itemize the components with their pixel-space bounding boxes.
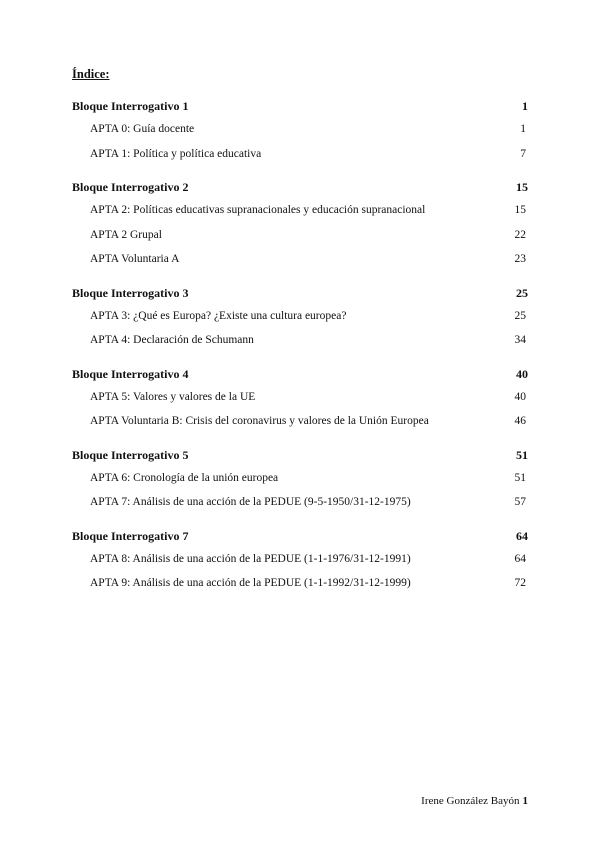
toc-entry-label: APTA 0: Guía docente: [90, 123, 195, 135]
toc-entry-label: APTA 4: Declaración de Schumann: [90, 334, 254, 346]
toc-heading: Índice:: [72, 67, 110, 81]
toc-block-title: Bloque Interrogativo 5: [72, 447, 189, 462]
toc-entry-label: APTA 7: Análisis de una acción de la PEDUE (9-5-1950/31-12-1975): [90, 496, 411, 508]
toc-block-title: Bloque Interrogativo 1: [72, 99, 189, 113]
toc-block-title: Bloque Interrogativo 4: [72, 366, 189, 381]
toc-block-row[interactable]: [72, 525, 528, 547]
toc-block: [72, 95, 528, 166]
toc-entry-row[interactable]: [72, 142, 528, 167]
toc-entry-page-number: 15: [514, 204, 526, 216]
toc-block-title: Bloque Interrogativo 2: [72, 180, 189, 194]
toc-block-row[interactable]: [72, 363, 528, 385]
toc-entry-page-number: 25: [514, 309, 526, 322]
toc-entry-row[interactable]: [72, 198, 528, 223]
toc-block-row[interactable]: [72, 282, 528, 304]
toc-block: [72, 282, 528, 353]
toc-entry-page-number: 40: [514, 390, 526, 403]
toc-block-title: Bloque Interrogativo 7: [72, 528, 189, 543]
toc-entry-page-number: 57: [514, 496, 526, 508]
toc-block-row[interactable]: [72, 95, 528, 117]
toc-entry-label: APTA 2 Grupal: [90, 228, 162, 241]
toc-block: [72, 525, 528, 596]
toc-entry-label: APTA 9: Análisis de una acción de la PEDUE (1-1-1992/31-12-1999): [90, 577, 411, 589]
toc-entry-page-number: 72: [514, 577, 526, 589]
toc-entry-label: APTA Voluntaria B: Crisis del coronavirus y valores de la Unión Europea: [90, 415, 429, 427]
toc-block-page-number: 1: [522, 99, 528, 113]
toc-block-title: Bloque Interrogativo 3: [72, 285, 189, 300]
toc-entry-row[interactable]: [72, 328, 528, 353]
toc-entry-page-number: 23: [514, 253, 526, 265]
toc-entry-page-number: 64: [514, 552, 526, 565]
toc-entry-row[interactable]: [72, 247, 528, 272]
toc-block-row[interactable]: [72, 176, 528, 198]
toc-entry-row[interactable]: [72, 547, 528, 572]
toc-block-page-number: 40: [516, 366, 528, 381]
toc-entry-label: APTA 3: ¿Qué es Europa? ¿Existe una cultura europea?: [90, 309, 347, 322]
toc-entry-label: APTA 1: Política y política educativa: [90, 147, 262, 160]
toc-entry-page-number: 34: [514, 334, 526, 346]
toc-entry-page-number: 1: [520, 123, 526, 135]
toc-entry-row[interactable]: [72, 304, 528, 329]
toc-entry-row[interactable]: [72, 385, 528, 410]
toc-entry-label: APTA 5: Valores y valores de la UE: [90, 390, 256, 403]
toc-entry-label: APTA 6: Cronología de la unión europea: [90, 471, 279, 484]
toc-block: [72, 176, 528, 272]
toc-entry-row[interactable]: [72, 466, 528, 491]
table-of-contents: [72, 95, 528, 606]
toc-block: [72, 444, 528, 515]
toc-entry-page-number: 51: [514, 471, 526, 484]
toc-block-page-number: 64: [516, 528, 528, 543]
toc-block-page-number: 25: [516, 285, 528, 300]
toc-entry-row[interactable]: [72, 409, 528, 434]
footer-author: Irene González Bayón: [421, 795, 520, 807]
toc-entry-label: APTA 2: Políticas educativas supranacionales y educación supranacional: [90, 204, 426, 216]
toc-entry-row[interactable]: [72, 571, 528, 596]
page-footer: [421, 795, 528, 807]
toc-block-page-number: 15: [516, 180, 528, 194]
toc-block-page-number: 51: [516, 447, 528, 462]
toc-entry-page-number: 7: [520, 147, 526, 160]
footer-page-number: 1: [522, 795, 528, 807]
toc-entry-label: APTA 8: Análisis de una acción de la PEDUE (1-1-1976/31-12-1991): [90, 552, 411, 565]
toc-entry-label: APTA Voluntaria A: [90, 253, 180, 265]
toc-block: [72, 363, 528, 434]
toc-entry-row[interactable]: [72, 223, 528, 248]
toc-block-row[interactable]: [72, 444, 528, 466]
toc-entry-page-number: 46: [514, 415, 526, 427]
toc-entry-row[interactable]: [72, 490, 528, 515]
toc-entry-page-number: 22: [514, 228, 526, 241]
toc-entry-row[interactable]: [72, 117, 528, 142]
